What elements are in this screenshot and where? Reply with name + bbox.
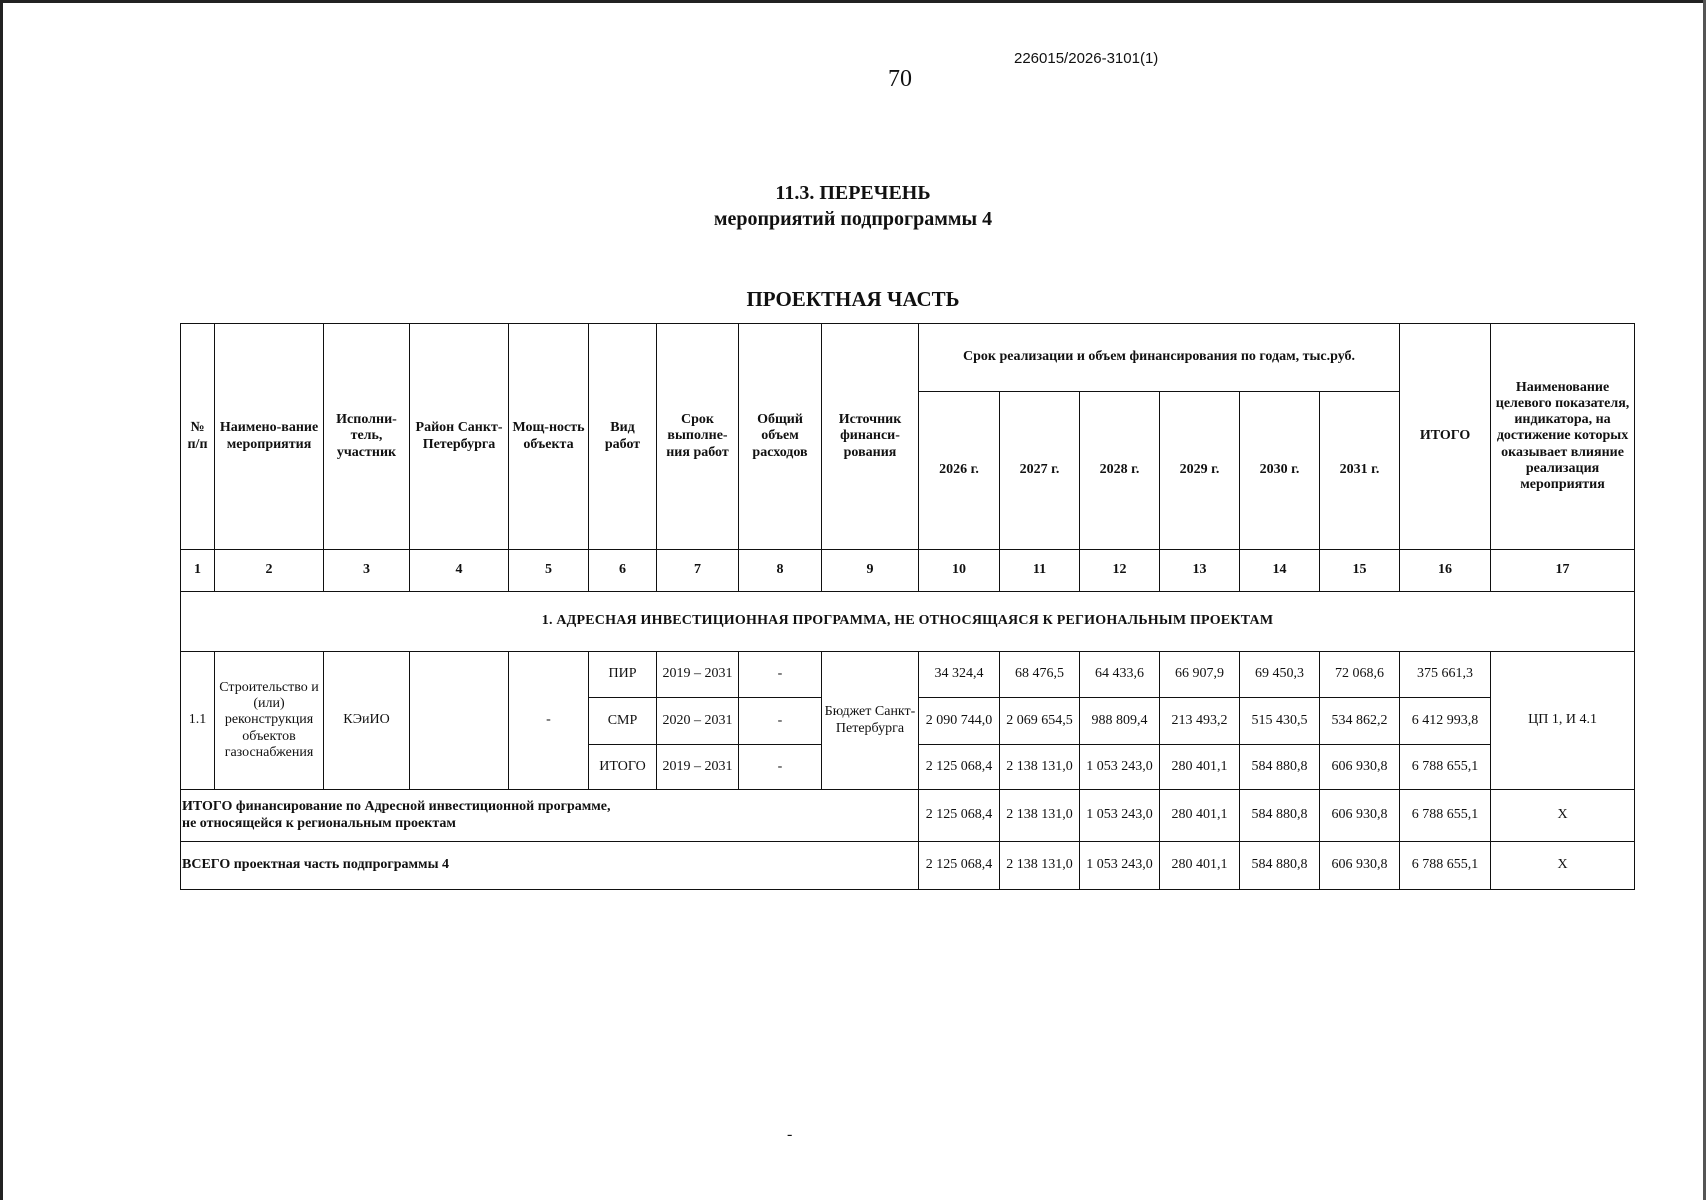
- year-value: 64 433,6: [1080, 652, 1160, 698]
- target-indicator: ЦП 1, И 4.1: [1491, 652, 1635, 790]
- header-executor: Исполни-тель, участник: [324, 324, 410, 550]
- work-type: ПИР: [589, 652, 657, 698]
- year-value: 2 090 744,0: [919, 698, 1000, 745]
- total-sum: 6 788 655,1: [1400, 842, 1491, 890]
- total-cost: -: [739, 652, 822, 698]
- total-sum: 6 788 655,1: [1400, 790, 1491, 842]
- header-year: 2027 г.: [1000, 392, 1080, 550]
- column-number: 7: [657, 550, 739, 592]
- total-year-value: 1 053 243,0: [1080, 842, 1160, 890]
- total-cost: -: [739, 698, 822, 745]
- column-number: 16: [1400, 550, 1491, 592]
- column-number: 3: [324, 550, 410, 592]
- year-value: 68 476,5: [1000, 652, 1080, 698]
- document-code: 226015/2026-3101(1): [1014, 50, 1159, 67]
- total-year-value: 2 138 131,0: [1000, 842, 1080, 890]
- header-row-1: [181, 324, 1635, 392]
- scan-edge-top: [0, 0, 1706, 3]
- year-value: 2 125 068,4: [919, 745, 1000, 790]
- total-indicator: Х: [1491, 842, 1635, 890]
- total-row-aip: [181, 790, 1635, 842]
- total-year-value: 606 930,8: [1320, 790, 1400, 842]
- header-source: Источник финанси-рования: [822, 324, 919, 550]
- column-number: 5: [509, 550, 589, 592]
- total-year-value: 606 930,8: [1320, 842, 1400, 890]
- total-indicator: Х: [1491, 790, 1635, 842]
- header-year: 2029 г.: [1160, 392, 1240, 550]
- year-value: 988 809,4: [1080, 698, 1160, 745]
- item-capacity: -: [509, 652, 589, 790]
- header-num: № п/п: [181, 324, 215, 550]
- year-value: 34 324,4: [919, 652, 1000, 698]
- header-work-type: Вид работ: [589, 324, 657, 550]
- item-name: Строительство и (или) реконструкция объектов газоснабжения: [215, 652, 324, 790]
- activities-table: [180, 323, 1635, 890]
- column-number: 4: [410, 550, 509, 592]
- year-value: 534 862,2: [1320, 698, 1400, 745]
- item-executor: КЭиИО: [324, 652, 410, 790]
- column-number: 15: [1320, 550, 1400, 592]
- year-value: 72 068,6: [1320, 652, 1400, 698]
- column-number: 2: [215, 550, 324, 592]
- row-total: 375 661,3: [1400, 652, 1491, 698]
- title-line-2: мероприятий подпрограммы 4: [713, 208, 993, 230]
- total-label: [181, 790, 919, 842]
- total-year-value: 280 401,1: [1160, 790, 1240, 842]
- title-line-1: 11.3. ПЕРЕЧЕНЬ: [775, 182, 931, 204]
- column-number: 6: [589, 550, 657, 592]
- header-year: 2030 г.: [1240, 392, 1320, 550]
- section-heading: 1. АДРЕСНАЯ ИНВЕСТИЦИОННАЯ ПРОГРАММА, НЕ ОТНОСЯЩАЯСЯ К РЕГИОНАЛЬНЫМ ПРОЕКТАМ: [181, 592, 1635, 652]
- year-value: 606 930,8: [1320, 745, 1400, 790]
- header-deadline: Срок выполне-ния работ: [657, 324, 739, 550]
- total-year-value: 584 880,8: [1240, 842, 1320, 890]
- column-number: 8: [739, 550, 822, 592]
- deadline: 2020 – 2031: [657, 698, 739, 745]
- row-total: 6 412 993,8: [1400, 698, 1491, 745]
- year-value: 213 493,2: [1160, 698, 1240, 745]
- item-district: [410, 652, 509, 790]
- total-year-value: 1 053 243,0: [1080, 790, 1160, 842]
- total-year-value: 584 880,8: [1240, 790, 1320, 842]
- header-total-cost: Общий объем расходов: [739, 324, 822, 550]
- total-year-value: 280 401,1: [1160, 842, 1240, 890]
- work-type: ИТОГО: [589, 745, 657, 790]
- deadline: 2019 – 2031: [657, 652, 739, 698]
- header-capacity: Мощ-ность объекта: [509, 324, 589, 550]
- column-number: 12: [1080, 550, 1160, 592]
- header-total: ИТОГО: [1400, 324, 1491, 550]
- footer-mark: -: [787, 1126, 793, 1143]
- column-number-row: [181, 550, 1635, 592]
- total-year-value: 2 138 131,0: [1000, 790, 1080, 842]
- year-value: 66 907,9: [1160, 652, 1240, 698]
- year-value: 2 138 131,0: [1000, 745, 1080, 790]
- total-year-value: 2 125 068,4: [919, 842, 1000, 890]
- header-indicator: Наименование целевого показателя, индикатора, на достижение которых оказывает влияние реализация мероприятия: [1491, 324, 1635, 550]
- header-district: Район Санкт-Петербурга: [410, 324, 509, 550]
- column-number: 1: [181, 550, 215, 592]
- grand-total-label: ВСЕГО проектная часть подпрограммы 4: [181, 842, 919, 890]
- year-value: 280 401,1: [1160, 745, 1240, 790]
- year-value: 515 430,5: [1240, 698, 1320, 745]
- column-number: 9: [822, 550, 919, 592]
- section-heading-row: [181, 592, 1635, 652]
- header-name: Наимено-вание мероприятия: [215, 324, 324, 550]
- item-number: 1.1: [181, 652, 215, 790]
- page-number: 70: [888, 66, 912, 92]
- year-value: 2 069 654,5: [1000, 698, 1080, 745]
- column-number: 10: [919, 550, 1000, 592]
- column-number: 13: [1160, 550, 1240, 592]
- year-value: 584 880,8: [1240, 745, 1320, 790]
- header-financing-group: Срок реализации и объем финансирования по годам, тыс.руб.: [919, 324, 1400, 392]
- header-year: 2026 г.: [919, 392, 1000, 550]
- column-number: 11: [1000, 550, 1080, 592]
- total-label-line-1: ИТОГО финансирование по Адресной инвестиционной программе,: [182, 799, 611, 815]
- deadline: 2019 – 2031: [657, 745, 739, 790]
- item-row-pir: [181, 652, 1635, 698]
- row-total: 6 788 655,1: [1400, 745, 1491, 790]
- header-year: 2028 г.: [1080, 392, 1160, 550]
- header-year: 2031 г.: [1320, 392, 1400, 550]
- total-row-all: [181, 842, 1635, 890]
- total-label-line-2: не относящейся к региональным проектам: [182, 815, 456, 831]
- scan-edge-left: [0, 0, 3, 1200]
- funding-source: Бюджет Санкт-Петербурга: [822, 652, 919, 790]
- work-type: СМР: [589, 698, 657, 745]
- column-number: 14: [1240, 550, 1320, 592]
- column-number: 17: [1491, 550, 1635, 592]
- year-value: 1 053 243,0: [1080, 745, 1160, 790]
- year-value: 69 450,3: [1240, 652, 1320, 698]
- total-year-value: 2 125 068,4: [919, 790, 1000, 842]
- total-cost: -: [739, 745, 822, 790]
- section-title: ПРОЕКТНАЯ ЧАСТЬ: [746, 287, 960, 311]
